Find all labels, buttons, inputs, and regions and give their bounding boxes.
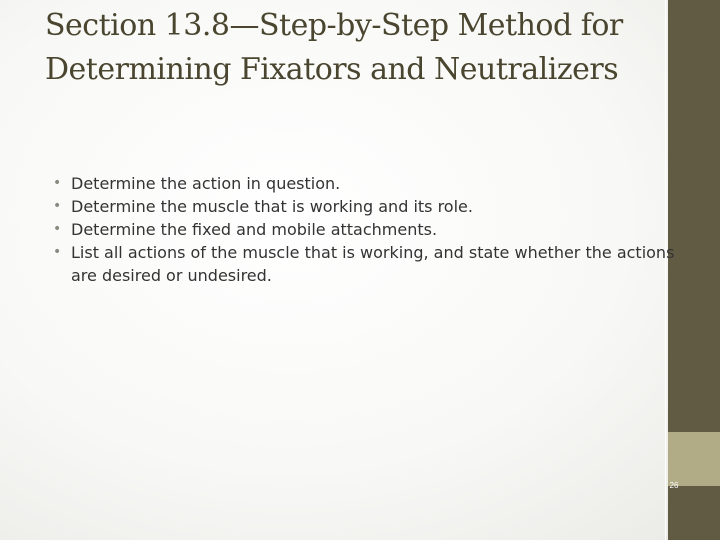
bullet-text: Determine the muscle that is working and its role. bbox=[71, 197, 473, 216]
side-bar-accent bbox=[668, 432, 720, 486]
bullet-marker: • bbox=[53, 198, 62, 214]
bullet-item bbox=[45, 241, 685, 287]
bullet-item bbox=[45, 172, 685, 195]
slide-title: Section 13.8—Step-by-Step Method for Determining Fixators and Neutralizers bbox=[45, 8, 623, 87]
bullet-marker: • bbox=[53, 221, 62, 237]
bullet-item bbox=[45, 218, 685, 241]
slide-number: 26 bbox=[669, 481, 679, 490]
bullet-text: Determine the action in question. bbox=[71, 174, 341, 193]
bullet-marker: • bbox=[53, 244, 62, 260]
bullet-marker: • bbox=[53, 175, 62, 191]
bullet-text: Determine the fixed and mobile attachments. bbox=[71, 220, 438, 239]
bullet-list bbox=[45, 172, 685, 287]
bullet-item bbox=[45, 195, 685, 218]
bullet-text: List all actions of the muscle that is working, and state whether the actions are desired or undesired. bbox=[71, 243, 675, 285]
